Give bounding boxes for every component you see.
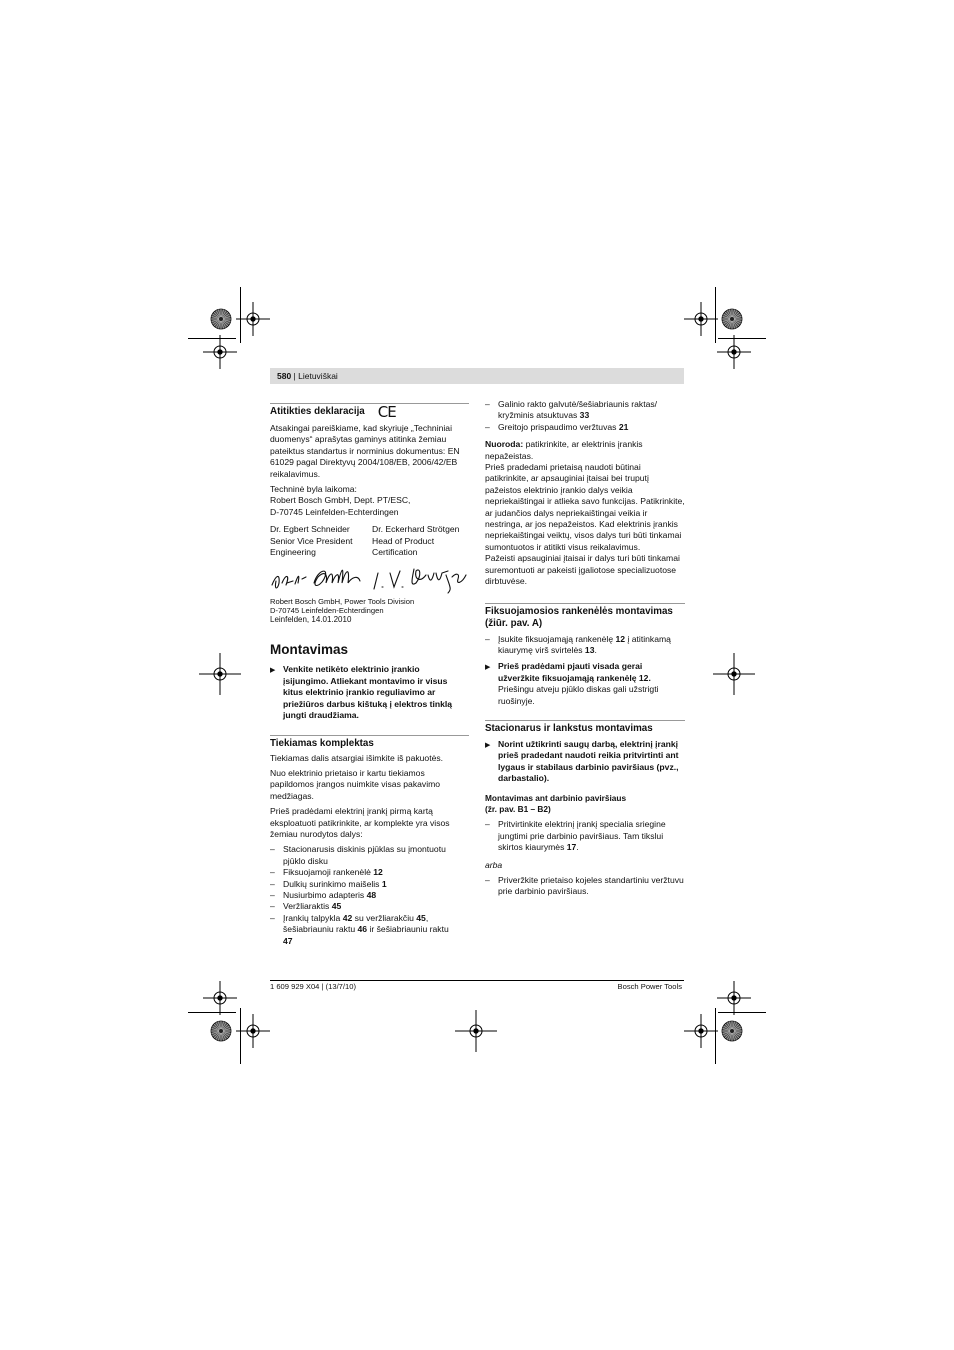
registration-target-icon	[210, 308, 232, 330]
signer2-title2: Certification	[372, 547, 418, 558]
warning-line1: Venkite netikėto elektrinio įrankio	[283, 664, 420, 675]
section-rule	[270, 735, 469, 736]
kit-p2: Nuo elektrinio prietaiso ir kartu tiekiamos papildomos įrangos nuimkite visas pakavimo medžiagas.	[270, 767, 441, 801]
tech-file-line1: Robert Bosch GmbH, Dept. PT/ESC,	[270, 495, 411, 506]
registration-cross-icon	[199, 653, 241, 695]
registration-cross-icon	[236, 1014, 270, 1048]
tech-file-line2: D-70745 Leinfelden-Echterdingen	[270, 506, 399, 517]
warning-line2: įsijungimo. Atliekant montavimo ir visus	[283, 675, 448, 686]
signer2-name: Dr. Eckerhard Strötgen	[372, 524, 460, 535]
safety-warning-text	[283, 664, 452, 720]
triangle-bullet-icon: ▶	[270, 667, 276, 675]
trim-line	[188, 1012, 236, 1013]
safety-warning	[270, 664, 469, 721]
section-rule	[485, 720, 685, 721]
header-language: Lietuviškai	[298, 371, 338, 381]
registration-target-icon	[721, 1020, 743, 1042]
tech-file-label: Techninė byla laikoma:	[270, 484, 357, 495]
kit-p1: Tiekiamas dalis atsargiai išimkite iš pakuotės.	[270, 752, 444, 763]
signer1-title1: Senior Vice President	[270, 535, 353, 546]
registration-cross-icon	[713, 653, 755, 695]
stationary-warning: ▶ Norint užtikrinti saugų darbą, elektrinį įrankį prieš pradedant naudoti reikia pritvirtinti ant lygaus ir stabilaus darbinio paviršiaus (pvz., darbastalio).	[485, 738, 679, 784]
list-item: – Priveržkite prietaiso kojeles standartiniu veržtuvu prie darbinio paviršiaus.	[485, 875, 685, 898]
note	[485, 439, 685, 462]
registration-target-icon	[210, 1020, 232, 1042]
header-separator: |	[291, 371, 299, 381]
left-column	[270, 403, 469, 947]
stationary-title: Stacionarus ir lankstus montavimas	[485, 722, 653, 734]
section-rule	[485, 603, 685, 604]
registration-cross-icon	[236, 302, 270, 336]
registration-cross-icon	[203, 335, 237, 369]
trim-line	[715, 287, 716, 343]
list-item: – Pritvirtinkite elektrinį įrankį specialia sriegine jungtimi prie darbinio paviršiaus. Tam tikslui skirtos kiaurymės 17.	[485, 819, 685, 853]
place-date: Leinfelden, 14.01.2010	[270, 615, 352, 625]
bench-title: Montavimas ant darbinio paviršiaus (žr. pav. B1 – B2)	[485, 792, 627, 814]
footer-left: 1 609 929 X04 | (13/7/10)	[270, 982, 356, 991]
warning-line4: priežiūros darbus kištuką į elektros tinklą	[283, 698, 453, 709]
montavimas-title: Montavimas	[270, 642, 349, 658]
arba-text: arba	[485, 859, 503, 870]
triangle-bullet-icon: ▶	[485, 741, 491, 749]
trim-line	[188, 338, 236, 339]
company-block	[270, 597, 469, 625]
kit-list	[270, 844, 469, 912]
list-item: – Įsukite fiksuojamąją rankenėlę 12 į atitinkamą kiaurymę virš svirtelės 13.	[485, 634, 685, 657]
page-number: 580	[277, 371, 292, 381]
declaration-heading	[270, 405, 469, 419]
registration-target-icon	[721, 308, 743, 330]
trim-line	[240, 1008, 241, 1064]
declaration-title: Atitikties deklaracija	[270, 406, 365, 417]
list-item: – Dulkių surinkimo maišelis 1	[270, 879, 469, 890]
footer-right: Bosch Power Tools	[617, 982, 682, 991]
list-item: – Veržliaraktis 45	[270, 901, 469, 912]
signer-1	[270, 524, 372, 558]
right-column	[485, 399, 685, 898]
registration-cross-icon	[717, 981, 751, 1015]
repair-text: Pažeisti apsauginiai įtaisai ir dalys turi būti tinkamai suremontuoti ar pakeisti įgaliotose specializuotose dirbtuvėse.	[485, 553, 680, 587]
inspection-text: Prieš pradedami prietaisą naudoti būtinai patikrinkite, ar apsauginiai įtaisai bei truputį pažeistos elektrinio įrankio dalys veikia nepriekaištingai ir atlieka savo funkcijas. Patikrinkite, ar judančios dalys nepriekaištingai veikia ir nestringa, ar jos nepažeistos. Kad elektrinis įrankis nepriekaištingai veiktų, visos dalys turi būti tinkamai sumontuotos ir atitikti visus reikalavimus.	[485, 462, 685, 552]
signatures-image	[270, 561, 470, 597]
ce-mark-icon: CE	[377, 403, 396, 421]
registration-cross-icon	[455, 1010, 497, 1052]
list-item: – Stacionarusis diskinis pjūklas su įmontuotu pjūklo disku	[270, 844, 469, 867]
registration-cross-icon	[684, 1014, 718, 1048]
registration-cross-icon	[203, 981, 237, 1015]
triangle-bullet-icon: ▶	[485, 664, 491, 672]
list-item: – Greitojo prispaudimo veržtuvas 21	[485, 422, 685, 433]
warning-line5: jungti draudžiama.	[283, 710, 359, 721]
signers	[270, 524, 469, 558]
list-item: – Nusiurbimo adapteris 48	[270, 890, 469, 901]
signer2-title1: Head of Product	[372, 535, 435, 546]
signer1-name: Dr. Egbert Schneider	[270, 524, 350, 535]
registration-cross-icon	[717, 335, 751, 369]
company-line2: D-70745 Leinfelden-Echterdingen	[270, 606, 384, 616]
signer-2	[372, 524, 459, 558]
company-line1: Robert Bosch GmbH, Power Tools Division	[270, 597, 415, 607]
note-label: Nuoroda:	[485, 439, 524, 450]
kit-p3: Prieš pradėdami elektrinį įrankį pirmą kartą eksploatuoti patikrinkite, ar komplekte yra visos žemiau nurodytos dalys:	[270, 806, 450, 839]
trim-line	[240, 287, 241, 343]
list-item: – Galinio rakto galvutė/šešiabriaunis raktas/ kryžminis atsuktuvas 33	[485, 399, 685, 422]
footer-rule	[270, 980, 684, 981]
section-rule	[270, 403, 469, 404]
page-header	[277, 370, 338, 382]
fix-title: Fiksuojamosios rankenėlės montavimas (žiūr. pav. A)	[485, 605, 673, 629]
list-item: – Įrankių talpykla 42 su veržliarakčiu 45, šešiabriauniu raktu 46 ir šešiabriauniu raktu 47	[270, 913, 469, 947]
warning-line3: kitus elektrinio įrankio reguliavimo ar	[283, 687, 436, 698]
list-item: – Fiksuojamoji rankenėlė 12	[270, 867, 469, 878]
kit-title: Tiekiamas komplektas	[270, 737, 374, 749]
trim-line	[718, 338, 766, 339]
declaration-text: Atsakingai pareiškiame, kad skyriuje „Techniniai duomenys“ aprašytas gaminys atitinka žemiau pateiktus standartus ir norminius dokumentus: EN 61029 pagal Direktyvų 2004/108/EB, 2006/42/EB reikalavimus.	[270, 423, 460, 479]
trim-line	[715, 1008, 716, 1064]
signer1-title2: Engineering	[270, 547, 316, 558]
fix-warning: ▶ Prieš pradėdami pjauti visada gerai užveržkite fiksuojamąją rankenėlę 12. Priešingu atveju pjūklo diskas gali užstrigti ruošinyje.	[485, 661, 659, 706]
trim-line	[718, 1012, 766, 1013]
registration-cross-icon	[684, 302, 718, 336]
note-text: patikrinkite, ar elektrinis įrankis nepažeistas.	[485, 439, 643, 461]
